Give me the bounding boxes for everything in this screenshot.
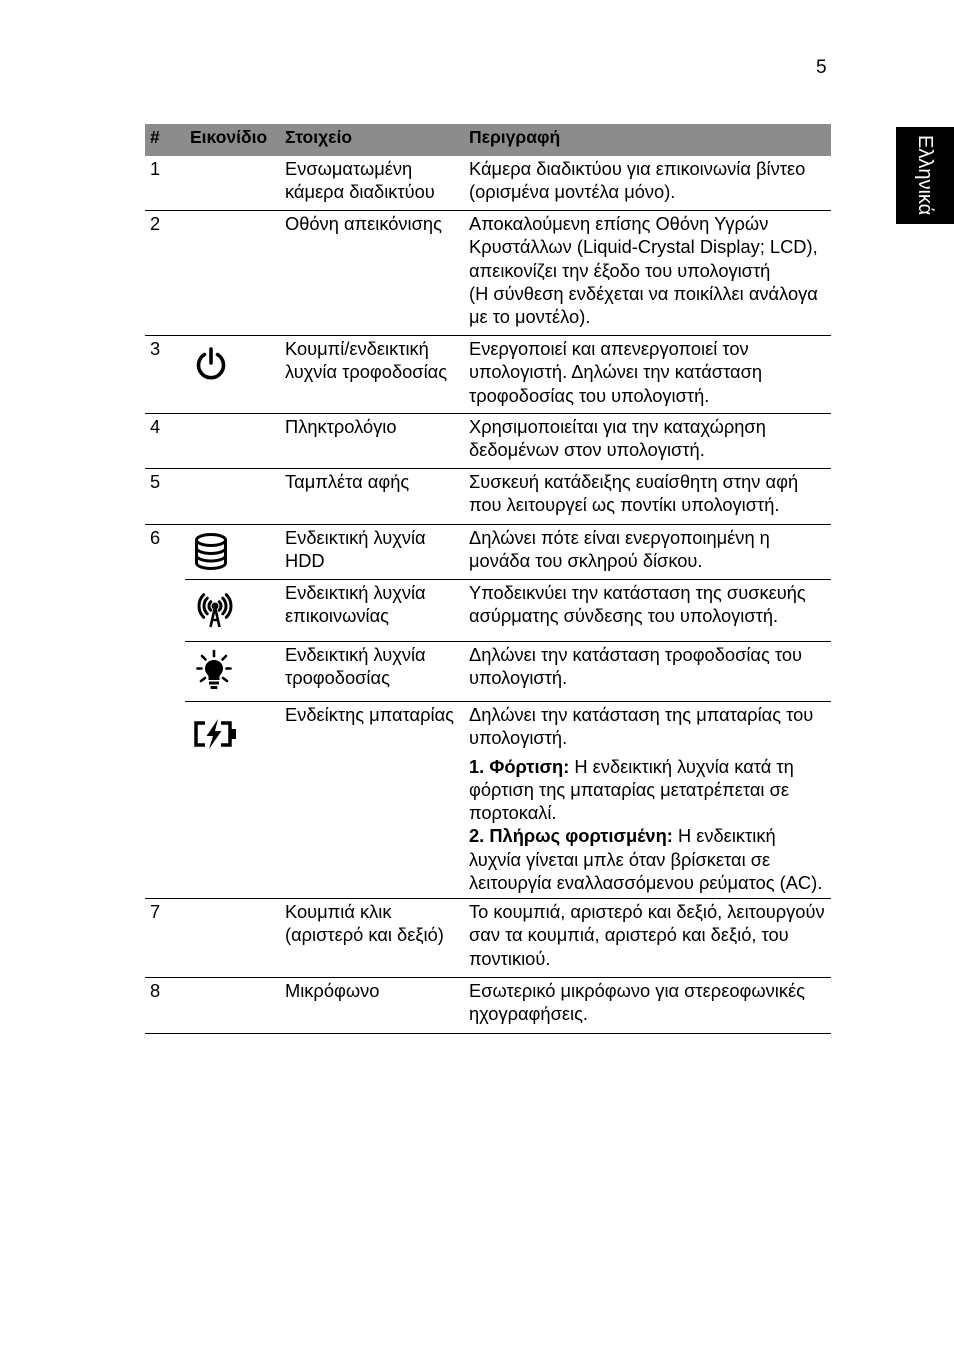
item-cell [280,414,463,438]
row-number: 2 [150,213,161,234]
item-cell [280,156,463,204]
description-cell [463,525,831,573]
description-line: ηχογραφήσεις. [469,1003,588,1025]
state-text: πορτοκαλί. [469,802,557,823]
table-row [145,336,831,414]
item-cell [280,336,463,384]
icon-cell [185,899,280,977]
table-header [145,124,831,156]
battery-icon [192,718,238,750]
item-cell [280,580,463,628]
row-number: 3 [150,338,161,359]
state-label: 2. Πλήρως φορτισμένη: [469,825,673,847]
header-description: Περιγραφή [469,127,561,147]
item-cell [280,642,463,690]
description-line: Δηλώνει την κατάσταση της μπαταρίας του [469,704,814,725]
item-cell [280,978,463,1002]
description-line: Συσκευή κατάδειξης ευαίσθητη στην αφή [469,471,799,492]
item-line: Μικρόφωνο [285,980,380,1001]
state-line [469,755,831,778]
state-text: Η ενδεικτική λυχνία κατά τη [574,755,794,777]
item-line: κάμερα διαδικτύου [285,181,435,203]
icon-cell [185,211,280,335]
item-line: Ταμπλέτα αφής [285,471,410,492]
language-tab [896,127,954,224]
item-cell [280,899,463,947]
description-cell [463,211,831,328]
item-line: Ενσωματωμένη [285,158,413,179]
icon-cell [185,414,280,468]
row-number: 5 [150,471,161,492]
description-line: Το κουμπιά, αριστερό και δεξιό, λειτουργούν [469,901,825,922]
icon-cell [185,702,280,898]
state-text: Η ενδεικτική [677,825,776,847]
item-line: HDD [285,550,325,572]
description-line: Κρυστάλλων (Liquid-Crystal Display; LCD), [469,236,818,258]
description-cell [463,642,831,690]
wireless-icon [192,593,238,629]
description-line: (ορισμένα μοντέλα μόνο). [469,181,676,203]
table-row [145,414,831,469]
description-line: ασύρματης σύνδεσης του υπολογιστή. [469,605,779,627]
description-cell [463,336,831,407]
row-number: 8 [150,980,161,1001]
description-cell [463,469,831,517]
table-subrow [185,702,831,898]
description-line: Εσωτερικό μικρόφωνο για στερεοφωνικές [469,980,805,1001]
components-table [145,124,831,1034]
table-row [145,469,831,525]
item-line: Ενδείκτης μπαταρίας [285,704,454,725]
description-line: με το μοντέλο). [469,306,591,327]
description-line: απεικονίζει την έξοδο του υπολογιστή [469,259,771,281]
description-line: υπολογιστή. [469,727,568,749]
description-line: Δηλώνει πότε είναι ενεργοποιημένη η [469,527,770,548]
row-number: 7 [150,901,161,922]
item-line: τροφοδοσίας [285,667,390,689]
power-icon [193,346,229,382]
description-line: υπολογιστή. Δηλώνει την κατάσταση [469,361,763,383]
description-line: υπολογιστή. [469,667,568,689]
item-line: Ενδεικτική λυχνία [285,644,426,665]
table-row [145,156,831,211]
battery-states [469,755,831,895]
state-line [469,824,831,847]
row-number: 1 [150,158,161,179]
item-line: λυχνία τροφοδοσίας [285,361,448,383]
item-cell [280,525,463,573]
description-cell [463,702,831,894]
description-cell [463,978,831,1026]
item-line: Ενδεικτική λυχνία [285,527,426,548]
header-item: Στοιχείο [285,127,353,147]
header-icon: Εικονίδιο [190,127,268,147]
description-cell [463,414,831,462]
table-row [145,978,831,1034]
table-row [145,525,831,899]
item-line: Πληκτρολόγιο [285,416,397,437]
description-line: τροφοδοσίας του υπολογιστή. [469,384,710,406]
item-line: Οθόνη απεικόνισης [285,213,442,234]
row-number: 6 [150,527,161,548]
hdd-icon [193,532,229,572]
description-line: (Η σύνθεση ενδέχεται να ποικίλλει ανάλογα [469,282,818,304]
description-line: Υποδεικνύει την κατάσταση της συσκευής [469,582,806,603]
description-cell [463,899,831,970]
icon-cell [185,580,280,641]
item-line: Κουμπιά κλικ [285,901,392,922]
item-cell [280,469,463,493]
table-subrow [185,642,831,702]
item-line: Κουμπί/ενδεικτική [285,338,429,359]
description-cell [463,580,831,628]
light-bulb-icon [196,649,232,693]
description-line: που λειτουργεί ως ποντίκι υπολογιστή. [469,494,780,516]
icon-cell [185,469,280,524]
description-line: Χρησιμοποιείται για την καταχώρηση [469,416,766,437]
state-text: λειτουργία εναλλασσόμενου ρεύματος (AC). [469,871,823,893]
description-line: μονάδα του σκληρού δίσκου. [469,550,703,572]
icon-cell [185,336,280,413]
description-line: σαν τα κουμπιά, αριστερό και δεξιό, του [469,924,789,946]
language-tab-label: Ελληνικά [914,135,936,216]
table-row [145,211,831,336]
description-line: Ενεργοποιεί και απενεργοποιεί τον [469,338,749,359]
description-line: δεδομένων στον υπολογιστή. [469,439,705,461]
table-row [145,899,831,978]
description-cell [463,156,831,204]
description-line: ποντικιού. [469,947,551,969]
icon-cell [185,525,280,579]
row-number: 4 [150,416,161,437]
item-cell [280,211,463,235]
description-line: Αποκαλούμενη επίσης Οθόνη Υγρών [469,213,769,234]
description-line: Κάμερα διαδικτύου για επικοινωνία βίντεο [469,158,806,179]
item-line: (αριστερό και δεξιό) [285,924,444,946]
state-text: λυχνία γίνεται μπλε όταν βρίσκεται σε [469,848,771,870]
header-number: # [150,127,160,147]
item-line: επικοινωνίας [285,605,389,627]
item-cell [280,702,463,726]
icon-cell [185,978,280,1033]
item-line: Ενδεικτική λυχνία [285,582,426,603]
page-number: 5 [816,57,827,78]
description-line: Δηλώνει την κατάσταση τροφοδοσίας του [469,644,802,665]
state-label: 1. Φόρτιση: [469,755,570,777]
icon-cell [185,642,280,701]
icon-cell [185,156,280,210]
state-text: φόρτιση της μπαταρίας μετατρέπεται σε [469,778,790,800]
table-subrow [185,580,831,642]
table-subrow [185,525,831,580]
